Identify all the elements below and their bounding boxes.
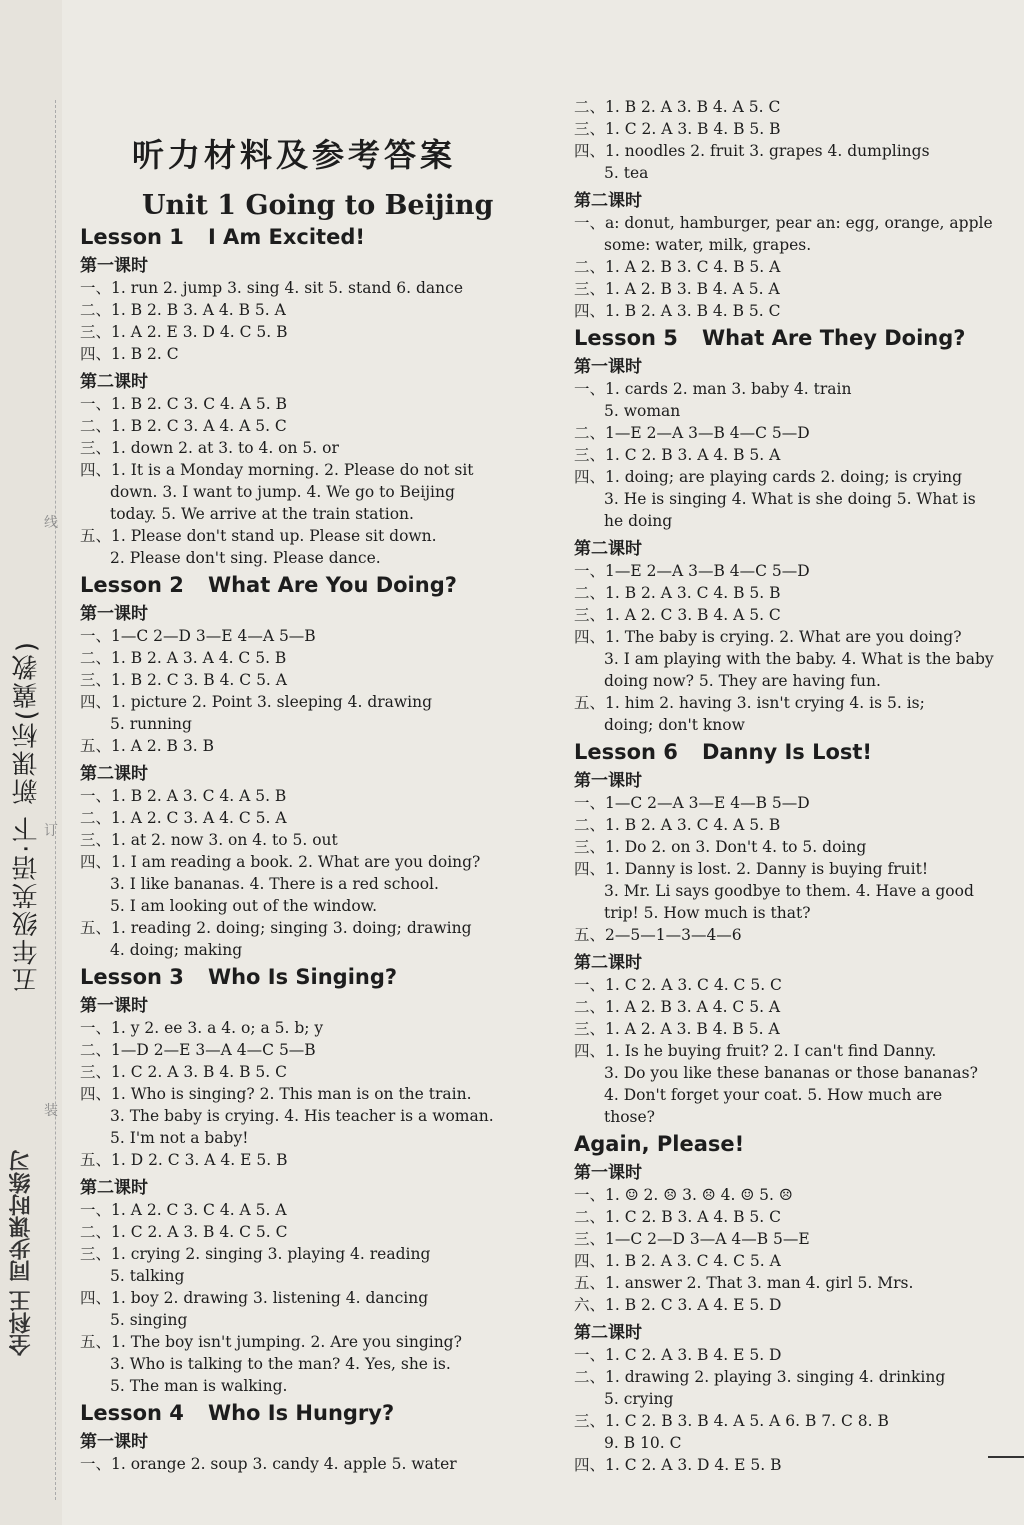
period-heading: 第二课时 <box>574 191 642 211</box>
spine-title: 五年级英语·下 新课标(冀教) <box>12 640 42 993</box>
lesson-name: What Are They Doing? <box>701 326 966 350</box>
answer-line: 一、1. run 2. jump 3. sing 4. sit 5. stand 6. dance <box>80 279 463 297</box>
answer-line: 三、1. C 2. A 3. B 4. B 5. C <box>80 1063 287 1081</box>
lesson-number: Lesson 3 <box>80 965 184 989</box>
period-heading: 第一课时 <box>574 357 642 377</box>
answer-line-continued: 5. I am looking out of the window. <box>110 897 378 915</box>
lesson-name: Who Is Hungry? <box>207 1401 395 1425</box>
answer-line: 四、1. Who is singing? 2. This man is on the train. <box>80 1085 472 1103</box>
answer-line: 五、2—5—1—3—4—6 <box>574 926 742 944</box>
period-heading: 第二课时 <box>574 953 642 973</box>
answer-line: 四、1. The baby is crying. 2. What are you doing? <box>574 628 962 646</box>
answer-line-continued: today. 5. We arrive at the train station. <box>110 505 414 523</box>
answer-line-continued: 5. woman <box>604 402 681 420</box>
answer-line-continued: doing now? 5. They are having fun. <box>604 672 881 690</box>
lesson-number: Lesson 1 <box>80 225 184 249</box>
lesson-number: Again, Please! <box>574 1132 745 1156</box>
answer-line: 四、1. boy 2. drawing 3. listening 4. dancing <box>80 1289 429 1307</box>
period-heading: 第二课时 <box>80 372 148 392</box>
answer-line: 五、1. The boy isn't jumping. 2. Are you singing? <box>80 1333 462 1351</box>
answer-line: 一、1. B 2. A 3. C 4. A 5. B <box>80 787 287 805</box>
answer-line: 二、1—E 2—A 3—B 4—C 5—D <box>574 424 810 442</box>
answer-line: 四、1. noodles 2. fruit 3. grapes 4. dumplings <box>574 142 930 160</box>
answer-line: 四、1. B 2. C <box>80 345 179 363</box>
answer-line-continued: 3. Do you like these bananas or those bananas? <box>604 1064 978 1082</box>
lesson-name: Who Is Singing? <box>207 965 398 989</box>
lesson-heading <box>574 326 1024 350</box>
lesson-name: What Are You Doing? <box>207 573 457 597</box>
answer-line: 一、1—E 2—A 3—B 4—C 5—D <box>574 562 810 580</box>
answer-line: 二、1. B 2. B 3. A 4. B 5. A <box>80 301 286 319</box>
left-column-body <box>80 225 540 1475</box>
answer-line: 二、1. B 2. A 3. A 4. C 5. B <box>80 649 287 667</box>
period-heading: 第一课时 <box>574 1163 642 1183</box>
period-heading: 第二课时 <box>574 539 642 559</box>
margin-mark-bind: 订 <box>44 823 58 839</box>
answer-line-continued: 3. I am playing with the baby. 4. What is the baby <box>604 650 994 668</box>
answer-line: 六、1. B 2. C 3. A 4. E 5. D <box>574 1296 782 1314</box>
answer-line: 三、1. A 2. C 3. B 4. A 5. C <box>574 606 781 624</box>
answer-line-continued: 5. running <box>110 715 192 733</box>
answer-line: 二、1. A 2. B 3. C 4. B 5. A <box>574 258 781 276</box>
answer-line: 二、1. B 2. C 3. A 4. A 5. C <box>80 417 287 435</box>
answer-line-continued: 5. I'm not a baby! <box>110 1129 249 1147</box>
lesson-heading <box>80 1401 540 1425</box>
unit-title: Unit 1 Going to Beijing <box>142 190 494 221</box>
answer-line: 二、1. C 2. B 3. A 4. B 5. C <box>574 1208 781 1226</box>
answer-line: 一、1. ☺ 2. ☹ 3. ☹ 4. ☺ 5. ☹ <box>574 1186 793 1204</box>
cut-line <box>55 100 57 1500</box>
answer-line-continued: doing; don't know <box>604 716 745 734</box>
answer-line: 一、1. C 2. A 3. B 4. E 5. D <box>574 1346 782 1364</box>
answer-line: 五、1. Please don't stand up. Please sit down. <box>80 527 437 545</box>
answer-line-continued: 3. I like bananas. 4. There is a red school. <box>110 875 439 893</box>
period-heading: 第一课时 <box>80 256 148 276</box>
answer-line: 二、1—D 2—E 3—A 4—C 5—B <box>80 1041 316 1059</box>
answer-line-continued: 5. tea <box>604 164 649 182</box>
answer-line: 一、1. A 2. C 3. C 4. A 5. A <box>80 1201 287 1219</box>
lesson-name: Danny Is Lost! <box>701 740 872 764</box>
answer-line-continued: 3. He is singing 4. What is she doing 5. What is <box>604 490 976 508</box>
lesson-number: Lesson 2 <box>80 573 184 597</box>
answer-line: 二、1. A 2. C 3. A 4. C 5. A <box>80 809 287 827</box>
page-corner-rule <box>988 1456 1024 1458</box>
answer-line-continued: 5. The man is walking. <box>110 1377 288 1395</box>
answer-line: 四、1. B 2. A 3. B 4. B 5. C <box>574 302 781 320</box>
answer-line: 四、1. doing; are playing cards 2. doing; is crying <box>574 468 963 486</box>
lesson-heading <box>574 740 1024 764</box>
book-spine <box>0 0 62 1525</box>
answer-line-continued: trip! 5. How much is that? <box>604 904 811 922</box>
answer-line: 三、1. A 2. E 3. D 4. C 5. B <box>80 323 288 341</box>
lesson-number: Lesson 5 <box>574 326 678 350</box>
answer-line: 三、1—C 2—D 3—A 4—B 5—E <box>574 1230 810 1248</box>
spine-logo: 全科王 同步课时练习 <box>9 1150 34 1356</box>
answer-line: 二、1. B 2. A 3. C 4. A 5. B <box>574 816 781 834</box>
answer-line: 五、1. D 2. C 3. A 4. E 5. B <box>80 1151 288 1169</box>
answer-line: 三、1. C 2. B 3. A 4. B 5. A <box>574 446 781 464</box>
answer-line: 二、1. B 2. A 3. B 4. A 5. C <box>574 98 781 116</box>
answer-line-continued: 5. talking <box>110 1267 185 1285</box>
margin-mark-line: 线 <box>44 515 58 531</box>
answer-line: 五、1. reading 2. doing; singing 3. doing; drawing <box>80 919 472 937</box>
margin-mark-pack: 装 <box>44 1103 58 1119</box>
answer-line: 一、1. y 2. ee 3. a 4. o; a 5. b; y <box>80 1019 324 1037</box>
answer-line: 四、1. C 2. A 3. D 4. E 5. B <box>574 1456 782 1474</box>
answer-line: 一、1. C 2. A 3. C 4. C 5. C <box>574 976 782 994</box>
answer-line: 一、1—C 2—A 3—E 4—B 5—D <box>574 794 810 812</box>
answer-line: 五、1. him 2. having 3. isn't crying 4. is 5. is; <box>574 694 925 712</box>
answer-line: 三、1. A 2. B 3. B 4. A 5. A <box>574 280 780 298</box>
answer-line: 四、1. Danny is lost. 2. Danny is buying fruit! <box>574 860 929 878</box>
answer-line: 三、1. crying 2. singing 3. playing 4. reading <box>80 1245 431 1263</box>
answer-line: 三、1. Do 2. on 3. Don't 4. to 5. doing <box>574 838 867 856</box>
answer-line-continued: 2. Please don't sing. Please dance. <box>110 549 381 567</box>
answer-line: 三、1. A 2. A 3. B 4. B 5. A <box>574 1020 780 1038</box>
period-heading: 第一课时 <box>574 771 642 791</box>
answer-line-continued: those? <box>604 1108 655 1126</box>
answer-line: 一、1. orange 2. soup 3. candy 4. apple 5. water <box>80 1455 457 1473</box>
lesson-heading <box>80 225 540 249</box>
period-heading: 第二课时 <box>80 1178 148 1198</box>
answer-line: 四、1. picture 2. Point 3. sleeping 4. drawing <box>80 693 433 711</box>
right-column <box>574 96 1024 1476</box>
answer-line: 一、1. B 2. C 3. C 4. A 5. B <box>80 395 287 413</box>
answer-line: 二、1. A 2. B 3. A 4. C 5. A <box>574 998 781 1016</box>
answer-line-continued: 5. crying <box>604 1390 674 1408</box>
answer-line: 一、a: donut, hamburger, pear an: egg, orange, apple <box>574 214 993 232</box>
answer-line-continued: 3. Mr. Li says goodbye to them. 4. Have a good <box>604 882 974 900</box>
period-heading: 第二课时 <box>80 764 148 784</box>
answer-line-continued: 3. Who is talking to the man? 4. Yes, she is. <box>110 1355 451 1373</box>
answer-line: 三、1. at 2. now 3. on 4. to 5. out <box>80 831 338 849</box>
answer-line-continued: 4. Don't forget your coat. 5. How much are <box>604 1086 943 1104</box>
period-heading: 第一课时 <box>80 996 148 1016</box>
answer-line-continued: 3. The baby is crying. 4. His teacher is a woman. <box>110 1107 494 1125</box>
answer-line: 二、1. drawing 2. playing 3. singing 4. drinking <box>574 1368 946 1386</box>
answer-line-continued: 4. doing; making <box>110 941 243 959</box>
period-heading: 第一课时 <box>80 1432 148 1452</box>
answer-line: 三、1. B 2. C 3. B 4. C 5. A <box>80 671 287 689</box>
answer-line-continued: 9. B 10. C <box>604 1434 682 1452</box>
answer-line: 五、1. A 2. B 3. B <box>80 737 214 755</box>
lesson-heading <box>574 1132 1024 1156</box>
answer-line-continued: some: water, milk, grapes. <box>604 236 812 254</box>
period-heading: 第二课时 <box>574 1323 642 1343</box>
answer-line: 三、1. C 2. A 3. B 4. B 5. B <box>574 120 781 138</box>
lesson-heading <box>80 965 540 989</box>
answer-line: 三、1. down 2. at 3. to 4. on 5. or <box>80 439 339 457</box>
answer-line: 二、1. C 2. A 3. B 4. C 5. C <box>80 1223 288 1241</box>
answer-line: 二、1. B 2. A 3. C 4. B 5. B <box>574 584 781 602</box>
left-column <box>80 120 540 1475</box>
answer-line: 一、1. cards 2. man 3. baby 4. train <box>574 380 852 398</box>
lesson-name: I Am Excited! <box>207 225 365 249</box>
answer-line-continued: down. 3. I want to jump. 4. We go to Beijing <box>110 483 455 501</box>
lesson-heading <box>80 573 540 597</box>
answer-line: 五、1. answer 2. That 3. man 4. girl 5. Mrs. <box>574 1274 914 1292</box>
answer-line-continued: 5. singing <box>110 1311 188 1329</box>
lesson-number: Lesson 4 <box>80 1401 184 1425</box>
answer-line: 四、1. I am reading a book. 2. What are you doing? <box>80 853 481 871</box>
answer-line: 三、1. C 2. B 3. B 4. A 5. A 6. B 7. C 8. B <box>574 1412 889 1430</box>
answer-line: 一、1—C 2—D 3—E 4—A 5—B <box>80 627 316 645</box>
answer-line: 四、1. It is a Monday morning. 2. Please do not sit <box>80 461 474 479</box>
answer-line-continued: he doing <box>604 512 673 530</box>
page-title: 听力材料及参考答案 <box>132 136 457 174</box>
answer-line: 四、1. B 2. A 3. C 4. C 5. A <box>574 1252 781 1270</box>
lesson-number: Lesson 6 <box>574 740 678 764</box>
right-column-body <box>574 96 1024 1476</box>
answer-line: 四、1. Is he buying fruit? 2. I can't find Danny. <box>574 1042 937 1060</box>
period-heading: 第一课时 <box>80 604 148 624</box>
